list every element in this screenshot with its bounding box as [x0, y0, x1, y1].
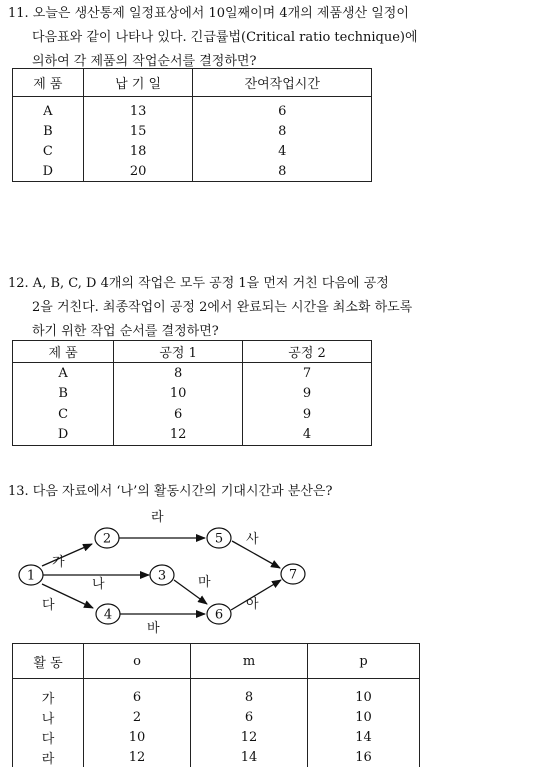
node-label: 7: [288, 567, 298, 583]
cell: 15: [83, 121, 193, 141]
node-4: [96, 604, 120, 624]
column-header: 활 동: [13, 644, 84, 679]
cell: 6: [191, 707, 308, 727]
cell: 12: [191, 727, 308, 747]
table-row: [13, 363, 372, 384]
cell: 다: [13, 727, 84, 747]
node-label: 3: [157, 568, 167, 584]
cell: 10: [355, 689, 372, 705]
cell: 18: [83, 141, 193, 161]
column-header: 공정 1: [114, 341, 243, 363]
cell: 12: [84, 747, 191, 767]
node-label: 6: [214, 607, 224, 623]
column-header: 공정 2: [243, 341, 372, 363]
question-11-line-3: 의하여 각 제품의 작업순서를 결정하면?: [32, 54, 257, 69]
cell: C: [13, 141, 84, 161]
question-13-line-1: 13. 다음 자료에서 ‘나’의 활동시간의 기대시간과 분산은?: [8, 484, 333, 499]
table-row: [13, 141, 372, 161]
cell: 가: [13, 679, 84, 708]
cell: 8: [278, 123, 287, 139]
table-13: [12, 643, 420, 767]
cell: 9: [302, 386, 312, 402]
node-label: 2: [102, 531, 112, 547]
cell: 8: [191, 679, 308, 708]
cell: 14: [355, 729, 372, 745]
table-12-header: [13, 341, 372, 363]
table-row: [13, 161, 372, 182]
cell: 7: [302, 365, 312, 381]
cell: 10: [355, 709, 372, 725]
column-header: o: [84, 644, 191, 679]
question-12: [8, 272, 412, 344]
column-header: 제 품: [13, 69, 84, 97]
node-label: 4: [103, 607, 113, 623]
cell: A: [13, 97, 84, 122]
table-row: [13, 679, 420, 708]
cell: 10: [84, 727, 191, 747]
table-12: [12, 340, 372, 446]
cell: 12: [114, 425, 243, 446]
cell: 16: [355, 749, 372, 765]
activity-label-na: 나: [92, 577, 105, 592]
question-11-line-2: 다음표와 같이 나타나 있다. 긴급률법(Critical ratio technique)에: [32, 30, 418, 45]
table-13-header: [13, 644, 420, 679]
cell: 13: [83, 97, 193, 122]
activity-label-da: 다: [42, 598, 55, 613]
activity-label-a: 아: [246, 597, 259, 612]
node-2: [95, 528, 119, 548]
cell: C: [13, 404, 114, 425]
table-row: [13, 707, 420, 727]
cell: D: [13, 425, 114, 446]
cell: 20: [83, 161, 193, 182]
network-diagram: [0, 500, 552, 635]
column-header: p: [308, 644, 420, 679]
cell: 4: [302, 427, 312, 443]
node-label: 5: [214, 531, 224, 547]
question-11: [8, 2, 418, 74]
cell: 8: [114, 363, 243, 384]
cell: B: [13, 121, 84, 141]
cell: 9: [302, 406, 312, 422]
column-header: 제 품: [13, 341, 114, 363]
node-3: [150, 565, 174, 585]
node-5: [207, 528, 231, 548]
question-11-line-1: 11. 오늘은 생산통제 일정표상에서 10일째이며 4개의 제품생산 일정이: [8, 6, 409, 21]
table-row: [13, 425, 372, 446]
table-row: [13, 384, 372, 405]
activity-label-ba: 바: [147, 621, 160, 635]
cell: 6: [278, 103, 287, 119]
table-row: [13, 727, 420, 747]
cell: 10: [114, 384, 243, 405]
cell: 나: [13, 707, 84, 727]
column-header: m: [191, 644, 308, 679]
column-header: 잔여작업시간: [193, 69, 372, 97]
cell: 8: [278, 163, 287, 179]
cell: 6: [114, 404, 243, 425]
edge-1-2: [42, 544, 92, 566]
column-header: 납 기 일: [83, 69, 193, 97]
table-row: [13, 121, 372, 141]
cell: 라: [13, 747, 84, 767]
cell: 2: [84, 707, 191, 727]
table-row: [13, 747, 420, 767]
table-row: [13, 404, 372, 425]
activity-label-ma: 마: [198, 575, 211, 590]
node-6: [207, 604, 231, 624]
node-1: [19, 565, 43, 585]
cell: A: [13, 363, 114, 384]
table-11-header: [13, 69, 372, 97]
cell: B: [13, 384, 114, 405]
node-label: 1: [26, 568, 36, 584]
question-12-line-2: 2을 거친다. 최종작업이 공정 2에서 완료되는 시간을 최소화 하도록: [32, 300, 413, 315]
question-12-line-3: 하기 위한 작업 순서를 결정하면?: [32, 324, 219, 339]
cell: 4: [278, 143, 287, 159]
cell: D: [13, 161, 84, 182]
question-12-line-1: 12. A, B, C, D 4개의 작업은 모두 공정 1을 먼저 거친 다음에 공정: [8, 276, 389, 291]
activity-label-sa: 사: [246, 532, 259, 547]
node-7: [281, 564, 305, 584]
table-row: [13, 97, 372, 122]
activity-label-ra: 라: [151, 510, 164, 525]
cell: 14: [191, 747, 308, 767]
activity-label-ga: 가: [52, 555, 65, 570]
table-11: [12, 68, 372, 182]
cell: 6: [84, 679, 191, 708]
